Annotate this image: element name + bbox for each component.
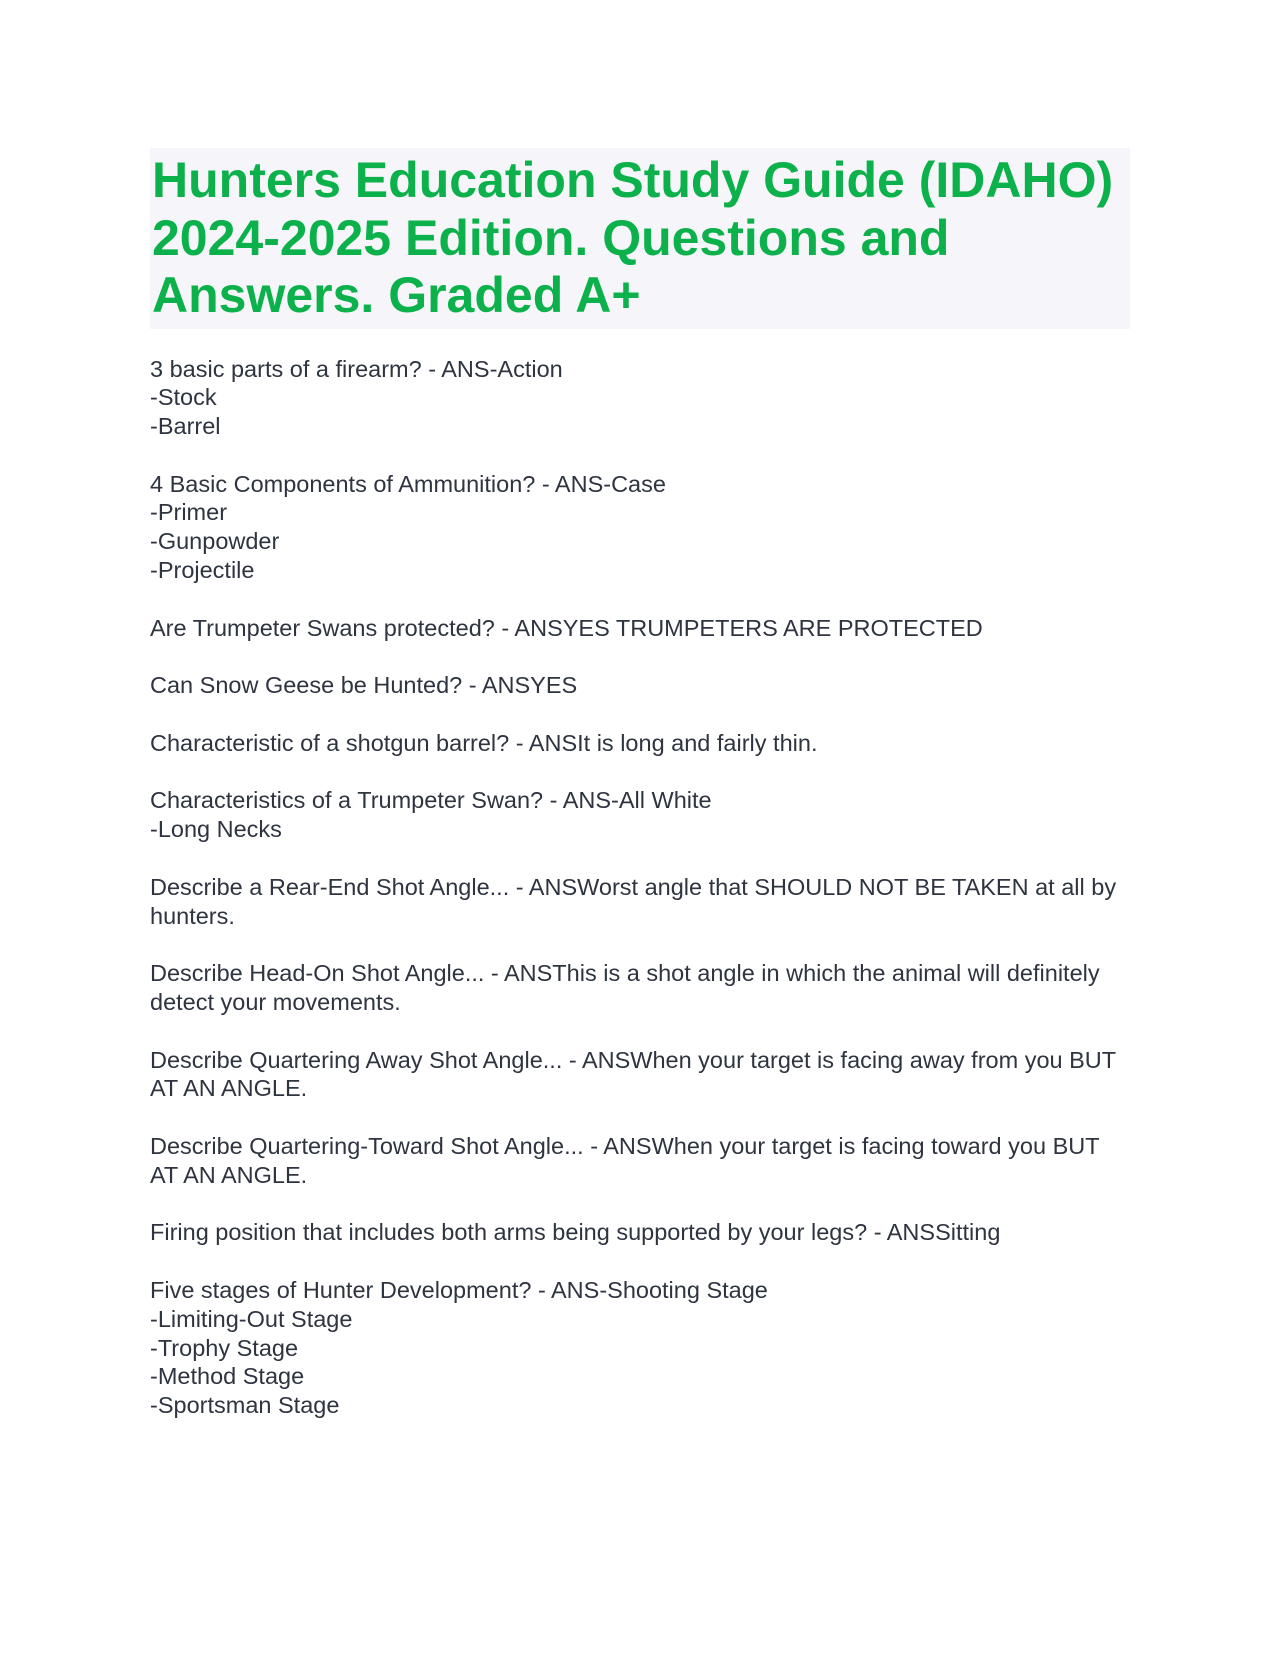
qa-question-line: Are Trumpeter Swans protected? - ANSYES TRUMPETERS ARE PROTECTED <box>150 614 983 641</box>
qa-question-line: Describe Quartering Away Shot Angle... - ANSWhen your target is facing away from you BUT AT AN ANGLE. <box>150 1046 1116 1102</box>
qa-item <box>150 873 1130 931</box>
qa-question-line: Describe Quartering-Toward Shot Angle... - ANSWhen your target is facing toward you BUT AT AN ANGLE. <box>150 1133 1100 1188</box>
qa-answer-line: -Primer <box>150 499 228 526</box>
document-title: Hunters Education Study Guide (IDAHO) 2024-2025 Edition. Questions and Answers. Graded A+ <box>152 152 1114 323</box>
qa-item <box>150 1276 1130 1420</box>
qa-item <box>150 1046 1130 1104</box>
document-page <box>150 148 1130 1449</box>
qa-question-line: Describe a Rear-End Shot Angle... - ANSWorst angle that SHOULD NOT BE TAKEN at all by hunters. <box>150 873 1117 929</box>
title-block <box>150 148 1130 329</box>
qa-question-line: Can Snow Geese be Hunted? - ANSYES <box>150 672 578 699</box>
qa-answer-line: -Barrel <box>150 413 221 440</box>
qa-item <box>150 1132 1130 1190</box>
qa-item <box>150 671 1130 700</box>
qa-question-line: Firing position that includes both arms being supported by your legs? - ANSSitting <box>150 1219 1001 1246</box>
qa-answer-line: -Sportsman Stage <box>150 1392 340 1419</box>
qa-question-line: Characteristics of a Trumpeter Swan? - ANS-All White <box>150 787 712 814</box>
qa-answer-line: -Projectile <box>150 557 255 584</box>
qa-answer-line: -Trophy Stage <box>150 1334 299 1361</box>
qa-answer-line: -Long Necks <box>150 816 282 843</box>
qa-list <box>150 355 1130 1420</box>
qa-answer-line: -Gunpowder <box>150 528 280 555</box>
qa-item <box>150 614 1130 643</box>
qa-item <box>150 786 1130 844</box>
qa-item <box>150 470 1130 585</box>
qa-question-line: Characteristic of a shotgun barrel? - ANSIt is long and fairly thin. <box>150 729 818 756</box>
qa-question-line: 3 basic parts of a firearm? - ANS-Action <box>150 355 563 382</box>
qa-answer-line: -Limiting-Out Stage <box>150 1305 353 1332</box>
qa-item <box>150 959 1130 1017</box>
qa-question-line: 4 Basic Components of Ammunition? - ANS-Case <box>150 470 666 497</box>
qa-answer-line: -Stock <box>150 384 217 411</box>
qa-question-line: Describe Head-On Shot Angle... - ANSThis is a shot angle in which the animal will definitely detect your movements. <box>150 960 1100 1016</box>
qa-question-line: Five stages of Hunter Development? - ANS-Shooting Stage <box>150 1277 768 1303</box>
qa-item <box>150 1218 1130 1247</box>
qa-item <box>150 355 1130 441</box>
qa-answer-line: -Method Stage <box>150 1363 305 1390</box>
qa-item <box>150 729 1130 758</box>
